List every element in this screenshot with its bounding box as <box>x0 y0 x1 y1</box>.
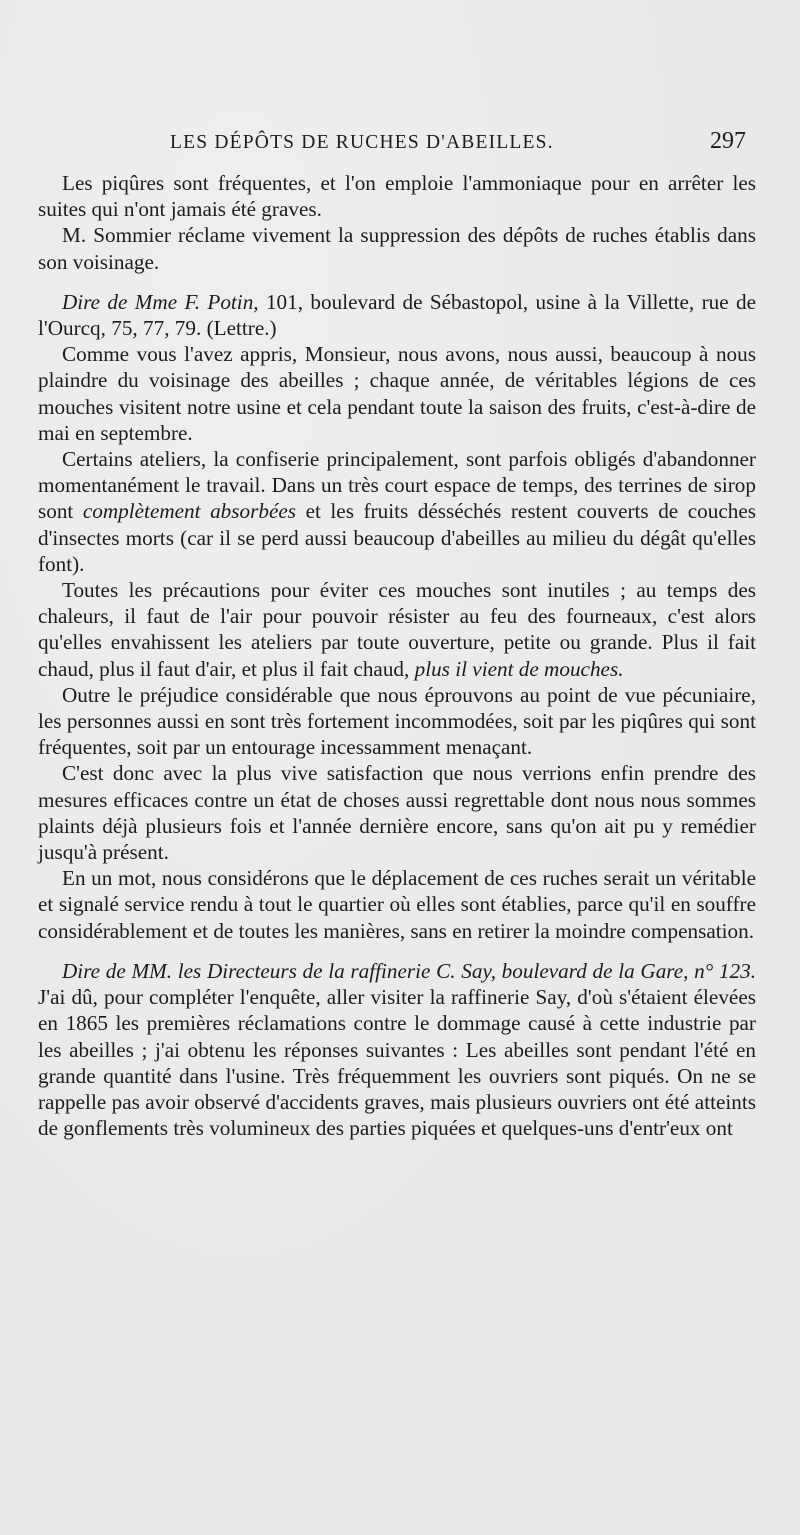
paragraph-prejudice <box>38 682 756 761</box>
paragraph-potin-heading <box>38 289 756 341</box>
paragraph-text: Certains ateliers, la confiserie principalement, sont parfois obligés d'abandonner momentanément le travail. Dans un très court espace de temps, des terrines de sirop sont <box>38 447 756 524</box>
running-head: LES DÉPÔTS DE RUCHES D'ABEILLES. <box>170 132 554 153</box>
page-number: 297 <box>710 128 746 154</box>
paragraph-text: Comme vous l'avez appris, Monsieur, nous avons, nous aussi, beaucoup à nous plaindre du voisinage des abeilles ; chaque année, de véritables légions de ces mouches visitent notre usine et cela pendant toute la saison des fruits, c'est-à-dire de mai en septembre. <box>38 342 756 445</box>
paragraph-text: M. Sommier réclame vivement la suppression des dépôts de ruches établis dans son voisinage. <box>38 223 756 274</box>
paragraph-sommier <box>38 222 756 274</box>
paragraph-letter-intro <box>38 341 756 446</box>
emphasis-text: plus il vient de mouches. <box>414 656 624 681</box>
paragraph-raffinerie-say <box>38 958 756 1141</box>
paragraph-precautions <box>38 577 756 682</box>
speaker-label: Dire de MM. les Directeurs de la raffinerie C. Say, boulevard de la Gare, n° 123. <box>62 958 756 983</box>
paragraph-text: J'ai dû, pour compléter l'enquête, aller visiter la raffinerie Say, d'où s'étaient élevées en 1865 les premières réclamations contre le dommage causé à cette industrie par les abeilles ; j'ai obtenu les réponses suivantes : Les abeilles sont pendant l'été en grande quantité dans l'usine. Très fréquemment les ouvriers sont piqués. On ne se rappelle pas avoir observé d'accidents graves, mais plusieurs ouvriers ont été atteints de gonflements très volumineux des parties piquées et quelques-uns d'entr'eux ont <box>38 985 756 1141</box>
page-header <box>38 128 748 164</box>
paragraph-text: et les fruits désséchés restent couverts de couches d'insectes morts (car il se perd aussi beaucoup d'abeilles au milieu du dégât qu'elles font). <box>38 499 756 576</box>
paragraph-text: En un mot, nous considérons que le déplacement de ces ruches serait un véritable et signalé service rendu à tout le quartier où elles sont établies, parce qu'il en souffre considérablement et de toutes les manières, sans en retirer la moindre compensation. <box>38 866 756 943</box>
paragraph-text: 101, boulevard de Sébastopol, usine à la Villette, rue de l'Ourcq, 75, 77, 79. (Lettre.) <box>38 289 757 341</box>
speaker-label: Dire de Mme F. Potin, <box>62 289 259 314</box>
emphasis-text: complètement absorbées <box>82 499 297 524</box>
paragraph-satisfaction <box>38 760 756 865</box>
paragraph-text: Toutes les précautions pour éviter ces mouches sont inutiles ; au temps des chaleurs, il faut de l'air pour pouvoir résister au feu des fourneaux, c'est alors qu'elles envahissent les ateliers par toute ouverture, petite ou grande. Plus il fait chaud, plus il faut d'air, et plus il fait chaud, <box>38 578 756 681</box>
paragraph-text: Les piqûres sont fréquentes, et l'on emploie l'ammoniaque pour en arrêter les suites qui n'ont jamais été graves. <box>38 171 756 222</box>
paragraph-text: C'est donc avec la plus vive satisfaction que nous verrions enfin prendre des mesures efficaces contre un état de choses aussi regrettable dont nous nous sommes plaints déjà plusieurs fois et l'année dernière encore, sans qu'on ait pu y remédier jusqu'à présent. <box>38 761 756 865</box>
paragraph-ammoniaque <box>38 170 756 222</box>
paragraph-text: Outre le préjudice considérable que nous éprouvons au point de vue pécuniaire, les personnes aussi en sont très fortement incommodées, soit par les piqûres qui sont fréquentes, soit par un entourage incessamment menaçant. <box>38 682 756 760</box>
body-text <box>38 170 756 1141</box>
paragraph-confiserie <box>38 446 756 577</box>
paragraph-deplacement <box>38 865 756 944</box>
